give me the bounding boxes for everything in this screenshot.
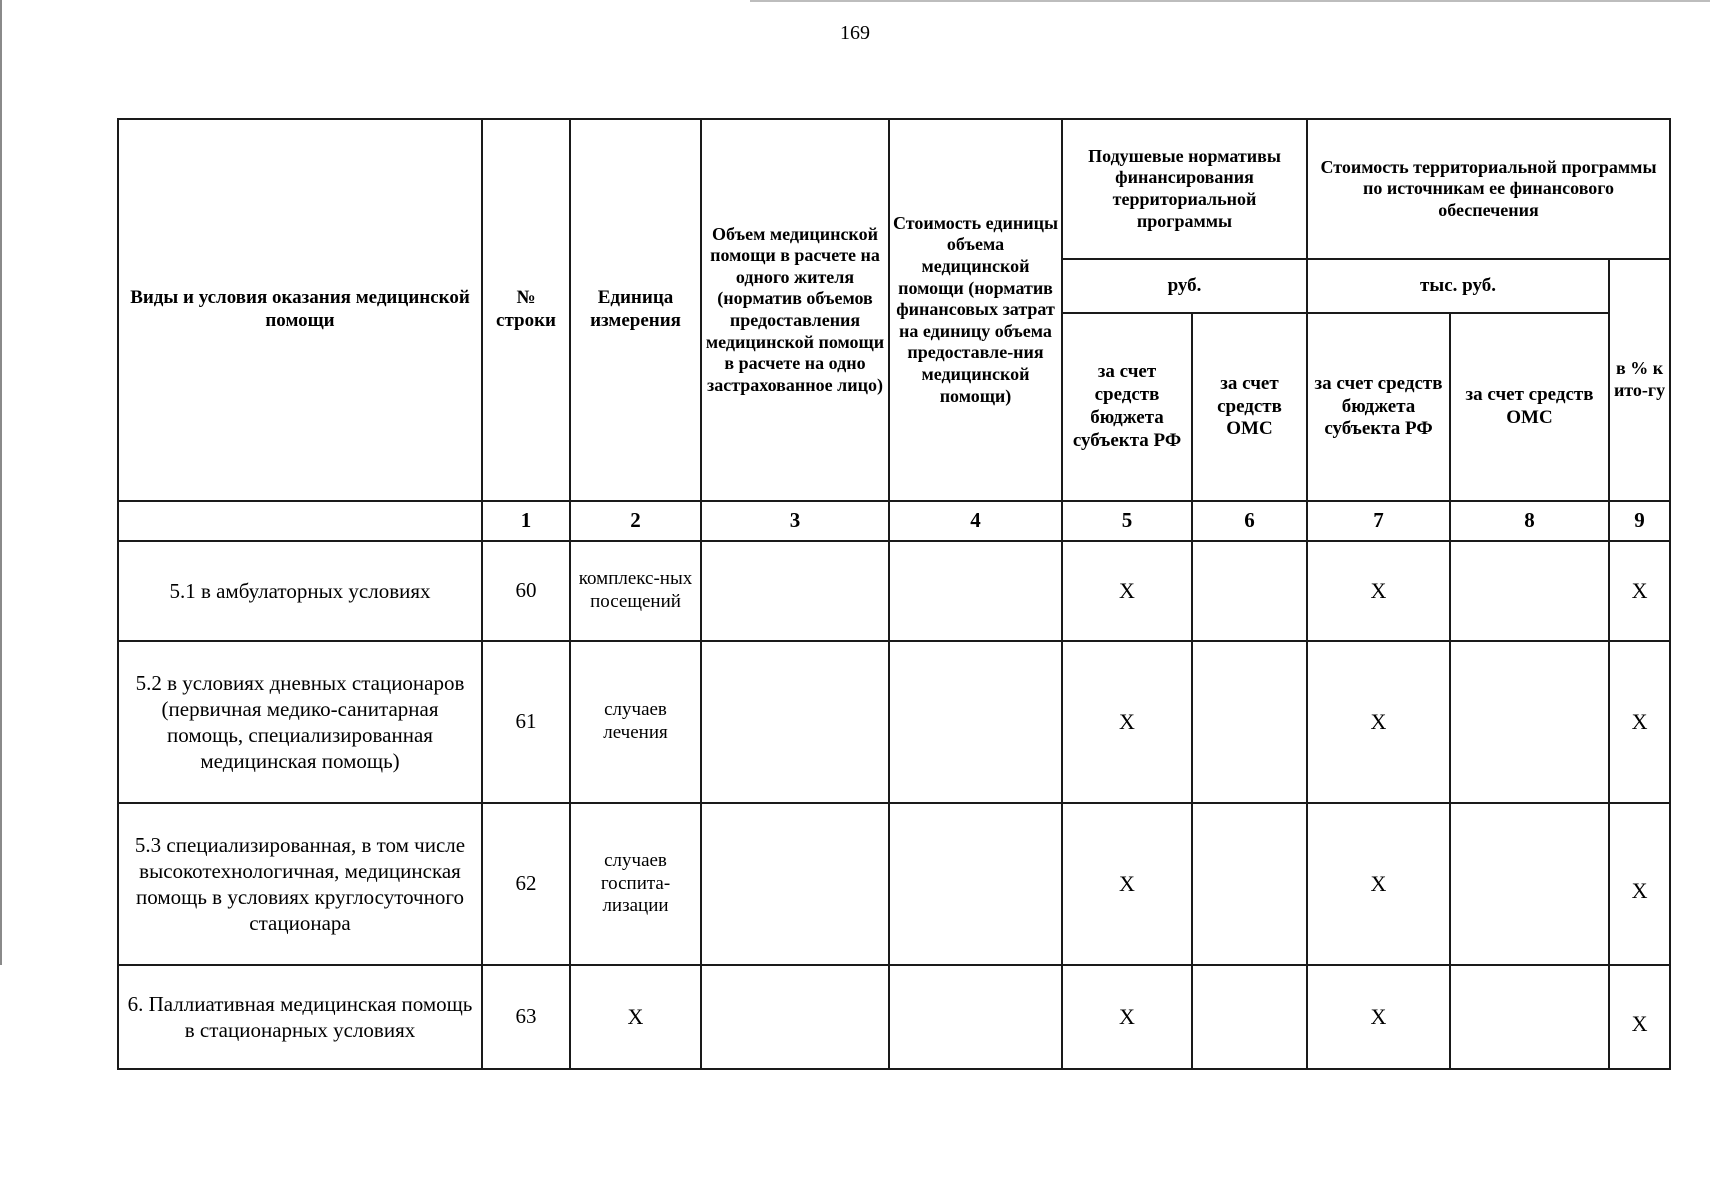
cell-percent: X [1609,641,1670,803]
column-number: 2 [570,501,701,541]
column-number: 3 [701,501,889,541]
financing-table [117,118,1671,1070]
cell-oms-rub [1192,541,1307,641]
column-number: 5 [1062,501,1192,541]
cell-budget-rub: X [1062,641,1192,803]
cell-budget-thousand: X [1307,541,1450,641]
header-oms-2: за счет средств ОМС [1450,313,1609,501]
column-numbers-row [118,501,1670,541]
header-row-no: № строки [482,119,570,501]
cell-budget-rub: X [1062,965,1192,1069]
row-number: 60 [482,541,570,641]
table-row [118,641,1670,803]
header-budget-rf-2: за счет средств бюджета субъекта РФ [1307,313,1450,501]
table-row [118,541,1670,641]
page-number: 169 [840,22,870,44]
header-percent: в % к ито-гу [1609,259,1670,501]
column-number: 9 [1609,501,1670,541]
cell-budget-rub: X [1062,803,1192,965]
cell-cost [889,803,1062,965]
header-budget-rf: за счет средств бюджета субъекта РФ [1062,313,1192,501]
header-oms: за счет средств ОМС [1192,313,1307,501]
cell-volume [701,541,889,641]
row-unit: X [570,965,701,1069]
cell-oms-rub [1192,803,1307,965]
cell-volume [701,641,889,803]
cell-cost [889,965,1062,1069]
cell-oms-thousand [1450,641,1609,803]
column-number: 1 [482,501,570,541]
row-name: 5.2 в условиях дневных стационаров (первичная медико-санитарная помощь, специализированная медицинская помощь) [118,641,482,803]
column-number: 8 [1450,501,1609,541]
table-row [118,965,1670,1069]
row-number: 61 [482,641,570,803]
cell-percent: X [1609,803,1670,965]
column-number: 6 [1192,501,1307,541]
table-row [118,803,1670,965]
column-number [118,501,482,541]
cell-budget-thousand: X [1307,965,1450,1069]
row-name: 5.3 специализированная, в том числе высокотехнологичная, медицинская помощь в условиях круглосуточного стационара [118,803,482,965]
cell-cost [889,541,1062,641]
scan-top-edge [750,0,1710,2]
cell-budget-thousand: X [1307,641,1450,803]
row-unit: комплекс-ных посещений [570,541,701,641]
column-number: 7 [1307,501,1450,541]
header-thousand-rub: тыс. руб. [1307,259,1609,313]
row-number: 62 [482,803,570,965]
row-name: 5.1 в амбулаторных условиях [118,541,482,641]
cell-oms-thousand [1450,803,1609,965]
header-type: Виды и условия оказания медицинской помощи [118,119,482,501]
header-cost: Стоимость единицы объема медицинской помощи (норматив финансовых затрат на единицу объема предоставле-ния медицинской помощи) [889,119,1062,501]
cell-cost [889,641,1062,803]
cell-oms-thousand [1450,965,1609,1069]
cell-oms-thousand [1450,541,1609,641]
cell-budget-rub: X [1062,541,1192,641]
cell-percent: X [1609,541,1670,641]
header-unit: Единица измерения [570,119,701,501]
header-volume: Объем медицинской помощи в расчете на одного жителя (норматив объемов предоставления медицинской помощи в расчете на одно застрахованное лицо) [701,119,889,501]
cell-volume [701,803,889,965]
column-number: 4 [889,501,1062,541]
header-per-capita: Подушевые нормативы финансирования территориальной программы [1062,119,1307,259]
header-program-cost: Стоимость территориальной программы по источникам ее финансового обеспечения [1307,119,1670,259]
cell-oms-rub [1192,965,1307,1069]
row-number: 63 [482,965,570,1069]
header-rub: руб. [1062,259,1307,313]
row-unit: случаев лечения [570,641,701,803]
cell-percent: X [1609,965,1670,1069]
cell-oms-rub [1192,641,1307,803]
row-name: 6. Паллиативная медицинская помощь в стационарных условиях [118,965,482,1069]
cell-volume [701,965,889,1069]
scan-left-edge [0,0,2,965]
row-unit: случаев госпита-лизации [570,803,701,965]
cell-budget-thousand: X [1307,803,1450,965]
